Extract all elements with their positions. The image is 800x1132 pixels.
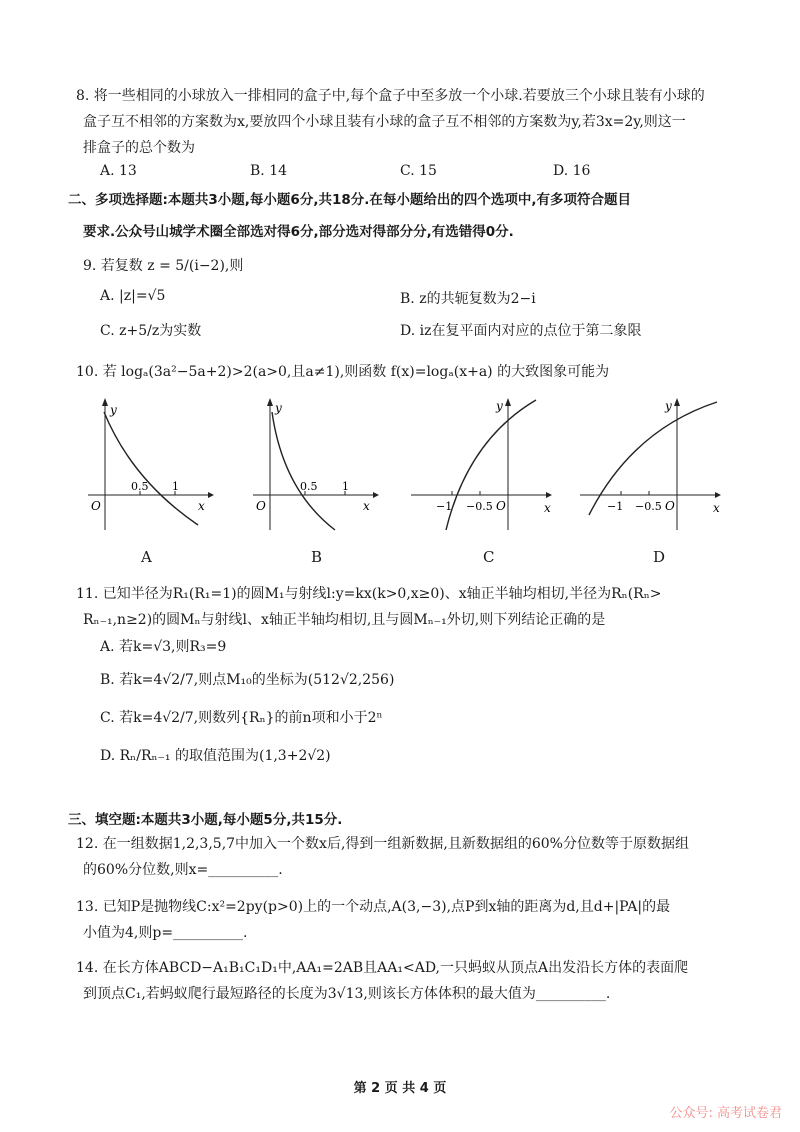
- y-axis-arrow: [505, 398, 511, 406]
- q8-line1: 8. 将一些相同的小球放入一排相同的盒子中,每个盒子中至多放一个小球.若要放三个小球且装有小球的: [76, 88, 705, 104]
- q12-line2: 的60%分位数,则x=__________.: [83, 862, 283, 878]
- section2-heading-line1: 二、多项选择题:本题共3小题,每小题6分,共18分.在每小题给出的四个选项中,有多项符合题目: [68, 192, 631, 208]
- q11-line2: Rₙ₋₁,n≥2)的圆Mₙ与射线l、x轴正半轴均相切,且与圆Mₙ₋₁外切,则下列结论正确的是: [83, 612, 606, 628]
- x-label: x: [713, 501, 720, 515]
- origin-label: O: [496, 499, 506, 513]
- tick-minus-0-5: −0.5: [466, 500, 493, 513]
- q11-option-b: B. 若k=4√2/7,则点M₁₀的坐标为(512√2,256): [100, 672, 395, 688]
- q8-line3: 排盒子的总个数为: [83, 140, 195, 156]
- q9-option-a: A. |z|=√5: [100, 288, 166, 304]
- q8-option-a: A. 13: [100, 163, 137, 179]
- q11-option-c: C. 若k=4√2/7,则数列{Rₙ}的前n项和小于2ⁿ: [100, 710, 383, 726]
- section3-heading: 三、填空题:本题共3小题,每小题5分,共15分.: [68, 812, 343, 828]
- x-label: x: [198, 499, 205, 513]
- q12-line1: 12. 在一组数据1,2,3,5,7中加入一个数x后,得到一组新数据,且新数据组的60%分位数等于原数据组: [76, 836, 689, 852]
- y-label: y: [275, 401, 282, 415]
- curve: [104, 412, 198, 525]
- q8-option-c: C. 15: [400, 163, 437, 179]
- origin-label: O: [665, 499, 675, 513]
- q9-stem: 9. 若复数 z = 5/(i−2),则: [83, 258, 244, 274]
- tick-minus-1: −1: [436, 500, 453, 513]
- curve: [589, 402, 717, 515]
- q10-stem: 10. 若 logₐ(3a²−5a+2)>2(a>0,且a≠1),则函数 f(x)=logₐ(x+a) 的大致图象可能为: [76, 364, 610, 380]
- origin-label: O: [256, 499, 266, 513]
- q14-line2: 到顶点C₁,若蚂蚁爬行最短路径的长度为3√13,则该长方体体积的最大值为__________.: [83, 986, 611, 1002]
- graph-c: [408, 390, 558, 540]
- q13-line2: 小值为4,则p=__________.: [83, 925, 248, 941]
- tick-1: 1: [172, 480, 179, 493]
- tick-0-5: 0.5: [300, 480, 318, 493]
- graph-d: [577, 390, 727, 540]
- y-axis-arrow: [674, 398, 680, 406]
- q11-option-a: A. 若k=√3,则R₃=9: [100, 639, 227, 655]
- x-label: x: [363, 499, 370, 513]
- page-footer: 第 2 页 共 4 页: [353, 1081, 447, 1096]
- q9-option-b: B. z的共轭复数为2−i: [400, 291, 536, 307]
- y-axis-arrow: [102, 398, 108, 406]
- x-axis-arrow: [208, 492, 214, 498]
- y-label: y: [496, 399, 503, 413]
- q8-line2: 盒子互不相邻的方案数为x,要放四个小球且装有小球的盒子互不相邻的方案数为y,若3x=2y,则这一: [83, 114, 686, 130]
- origin-label: O: [91, 499, 101, 513]
- y-axis-arrow: [267, 398, 273, 406]
- q11-line1: 11. 已知半径为R₁(R₁=1)的圆M₁与射线l:y=kx(k>0,x≥0)、x轴正半轴均相切,半径为Rₙ(Rₙ>: [76, 586, 662, 602]
- graph-b-label: B: [311, 548, 323, 566]
- x-axis-arrow: [546, 492, 552, 498]
- q8-option-b: B. 14: [250, 163, 288, 179]
- y-label: y: [110, 403, 117, 417]
- graph-b: [245, 390, 395, 540]
- x-label: x: [544, 501, 551, 515]
- tick-0-5: 0.5: [131, 480, 149, 493]
- q14-line1: 14. 在长方体ABCD−A₁B₁C₁D₁中,AA₁=2AB且AA₁<AD,一只蚂蚁从顶点A出发沿长方体的表面爬: [76, 960, 689, 976]
- graph-a: [80, 390, 230, 540]
- x-axis-arrow: [373, 492, 379, 498]
- graph-c-label: C: [483, 548, 495, 566]
- curve: [272, 412, 335, 530]
- y-label: y: [665, 399, 672, 413]
- watermark: 公众号: 高考试卷君: [669, 1106, 782, 1121]
- q9-option-d: D. iz在复平面内对应的点位于第二象限: [400, 323, 642, 339]
- graph-a-label: A: [141, 548, 152, 566]
- tick-minus-1: −1: [607, 500, 624, 513]
- q9-option-c: C. z+5/z为实数: [100, 323, 202, 339]
- x-axis-arrow: [715, 492, 721, 498]
- graph-d-label: D: [653, 548, 666, 566]
- q11-option-d: D. Rₙ/Rₙ₋₁ 的取值范围为(1,3+2√2): [100, 748, 331, 764]
- q8-option-d: D. 16: [553, 163, 591, 179]
- section2-heading-line2: 要求.公众号山城学术圈全部选对得6分,部分选对得部分分,有选错得0分.: [83, 224, 514, 240]
- q13-line1: 13. 已知P是抛物线C:x²=2py(p>0)上的一个动点,A(3,−3),点P到x轴的距离为d,且d+|PA|的最: [76, 899, 671, 915]
- tick-1: 1: [342, 480, 349, 493]
- tick-minus-0-5: −0.5: [635, 500, 662, 513]
